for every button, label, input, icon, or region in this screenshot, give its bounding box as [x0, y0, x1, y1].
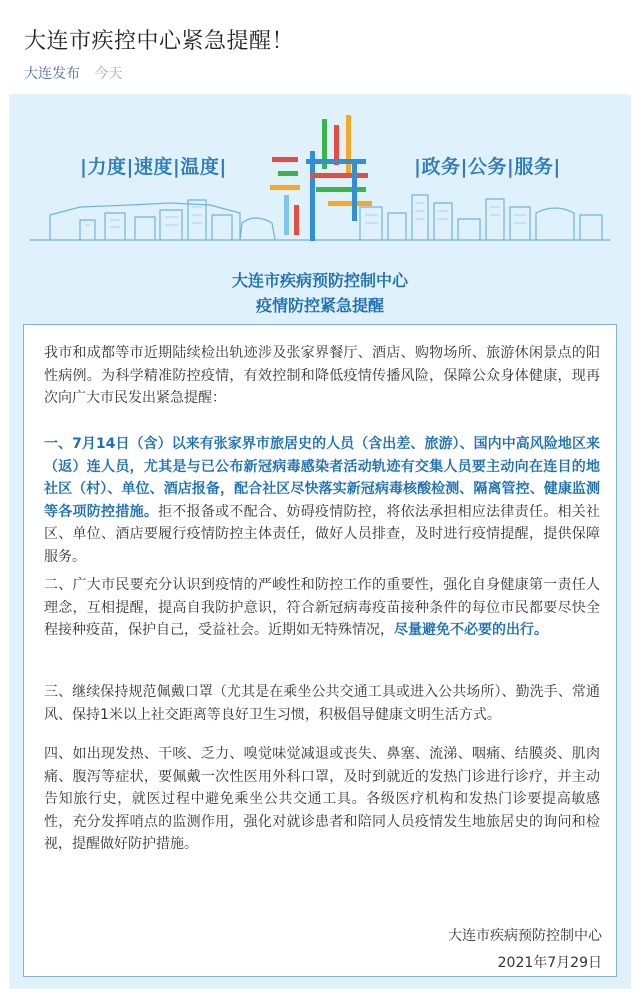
paragraph-2	[44, 574, 600, 642]
org-title: 大连市疾病预防控制中心	[231, 271, 408, 290]
article-header	[0, 0, 640, 95]
paragraph-3: 三、继续保持规范佩戴口罩（尤其是在乘坐公共交通工具或进入公共场所）、勤洗手、常通风、保持1米以上社交距离等良好卫生习惯，积极倡导健康文明生活方式。	[44, 684, 600, 723]
slogan-left: |力度|速度|温度|	[80, 156, 227, 178]
paragraph-1-text: 拒不报备或不配合、妨碍疫情防控，将依法承担相应法律责任。相关社区、单位、酒店要履行疫情防控主体责任，做好人员排查，及时进行疫情提醒，提供保障服务。	[44, 503, 601, 565]
paragraph-1	[44, 433, 600, 568]
dalian-lian-character-logo-icon	[270, 115, 372, 241]
article-meta	[24, 63, 122, 83]
intro-paragraph: 我市和成都等市近期陆续检出轨迹涉及张家界餐厅、酒店、购物场所、旅游休闲景点的阳性病例。为科学精准防控疫情，有效控制和降低疫情传播风险，保障公众身体健康，现再次向广大市民发出紧急提醒：	[44, 345, 600, 406]
slogan-right: |政务|公务|服务|	[414, 156, 561, 178]
article-title: 大连市疾控中心紧急提醒！	[24, 29, 295, 54]
notice-title: 疫情防控紧急提醒	[255, 296, 384, 315]
notice-body	[23, 324, 617, 977]
paragraph-1-highlight: 一、7月14日（含）以来有张家界市旅居史的人员（含出差、旅游）、国内中高风险地区来（返）连人员，尤其是与已公布新冠病毒感染者活动轨迹有交集人员要主动向在连目的地社区（村）、单位、酒店报备，配合社区尽快落实新冠病毒核酸检测、隔离管控、健康监测等各项防控措施。	[44, 436, 600, 520]
paragraph-2-highlight: 尽量避免不必要的出行。	[394, 622, 548, 638]
banner	[10, 95, 630, 320]
author-link[interactable]: 大连发布	[24, 66, 80, 82]
signature-date: 2021年7月29日	[497, 955, 602, 971]
paragraph-2-text: 二、广大市民要充分认识到疫情的严峻性和防控工作的重要性，强化自身健康第一责任人理念，互相提醒，提高自我防护意识，符合新冠病毒疫苗接种条件的每位市民都要尽快全程接种疫苗，保护自己，受益社会。近期如无特殊情况，	[44, 577, 600, 638]
notice-image	[10, 95, 630, 988]
publish-time: 今天	[94, 66, 123, 82]
signature-org: 大连市疾病预防控制中心	[448, 928, 602, 944]
paragraph-4: 四、如出现发热、干咳、乏力、嗅觉味觉减退或丧失、鼻塞、流涕、咽痛、结膜炎、肌肉痛、腹泻等症状，要佩戴一次性医用外科口罩，及时到就近的发热门诊进行诊疗，并主动告知旅行史，就医过程中避免乘坐公共交通工具。各级医疗机构和发热门诊要提高敏感性，充分发挥哨点的监测作用，强化对就诊患者和陪同人员疫情发生地旅居史的询问和检视，提醒做好防护措施。	[44, 746, 600, 852]
